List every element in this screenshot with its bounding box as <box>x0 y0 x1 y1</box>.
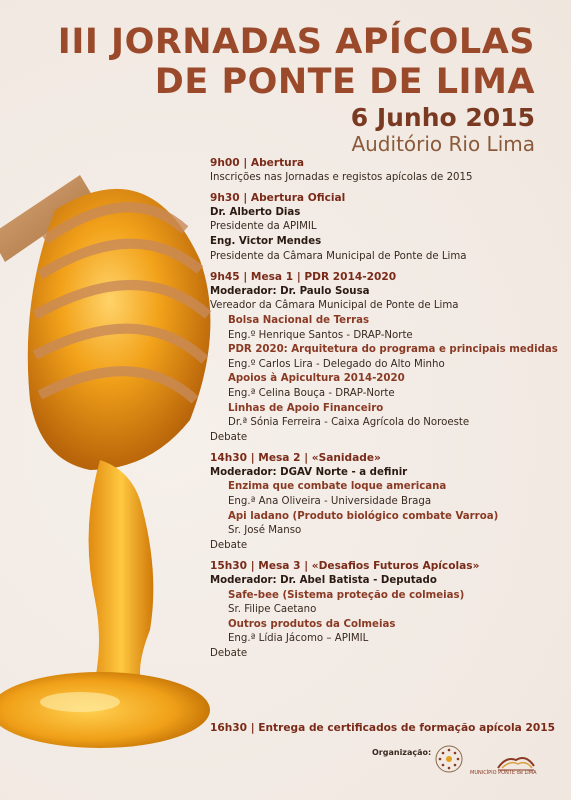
apimil-logo-icon <box>434 744 464 774</box>
session-official-opening <box>210 191 560 264</box>
talk <box>210 589 560 618</box>
talk-title: Bolsa Nacional de Terras <box>228 314 370 326</box>
talk <box>210 510 560 539</box>
talk <box>210 402 560 431</box>
event-date: 6 Junho 2015 <box>350 103 535 132</box>
talk-speaker: Eng.º Henrique Santos - DRAP-Norte <box>228 329 413 341</box>
session-mesa-1 <box>210 270 560 445</box>
talk-speaker: Eng.ª Lídia Jácomo – APIMIL <box>228 633 369 645</box>
talk-speaker: Eng.ª Ana Oliveira - Universidade Braga <box>228 496 432 508</box>
moderator-role: Vereador da Câmara Municipal de Ponte de Lima <box>210 300 459 312</box>
debate-label: Debate <box>210 648 248 659</box>
moderator: Moderador: Dr. Paulo Sousa <box>210 285 370 297</box>
session-mesa-2 <box>210 451 560 553</box>
talk-speaker: Sr. José Manso <box>228 525 302 537</box>
talk-title: Safe-bee (Sistema proteção de colmeias) <box>228 589 465 601</box>
program <box>210 156 560 668</box>
speaker-name: Eng. Victor Mendes <box>210 235 322 247</box>
session-heading: 9h00 | Abertura <box>210 157 305 169</box>
title-line-2: DE PONTE DE LIMA <box>154 62 535 102</box>
municipio-logo-label: MUNICÍPIO PONTE de LIMA <box>470 770 537 776</box>
session-heading: 15h30 | Mesa 3 | «Desafios Futuros Apícolas» <box>210 560 480 573</box>
speaker-role: Presidente da APIMIL <box>210 221 317 233</box>
session-text: Inscrições nas Jornadas e registos apícolas de 2015 <box>210 171 473 183</box>
moderator: Moderador: Dr. Abel Batista - Deputado <box>210 575 437 587</box>
talk-title: Apoios à Apicultura 2014-2020 <box>228 373 405 385</box>
talk-title: Enzima que combate loque americana <box>228 481 447 493</box>
talk-title: Api ladano (Produto biológico combate Varroa) <box>228 510 499 522</box>
speaker-name: Dr. Alberto Dias <box>210 206 301 218</box>
closing-session: 16h30 | Entrega de certificados de formação apícola 2015 <box>210 722 555 734</box>
talk-speaker: Eng.ª Celina Bouça - DRAP-Norte <box>228 387 395 399</box>
session-mesa-3 <box>210 559 560 661</box>
session-heading: 9h30 | Abertura Oficial <box>210 192 346 205</box>
talk-title: Linhas de Apoio Financeiro <box>228 402 384 414</box>
session-heading: 14h30 | Mesa 2 | «Sanidade» <box>210 452 381 465</box>
speaker-role: Presidente da Câmara Municipal de Ponte de Lima <box>210 250 467 262</box>
talk-title: PDR 2020: Arquitetura do programa e principais medidas <box>228 344 558 356</box>
moderator: Moderador: DGAV Norte - a definir <box>210 466 408 478</box>
talk <box>210 343 560 372</box>
talk <box>210 480 560 509</box>
session-heading: 9h45 | Mesa 1 | PDR 2014-2020 <box>210 271 397 284</box>
talk <box>210 372 560 401</box>
talk-speaker: Eng.º Carlos Lira - Delegado do Alto Minho <box>228 358 445 370</box>
talk-speaker: Dr.ª Sónia Ferreira - Caixa Agrícola do Noroeste <box>228 417 470 429</box>
title-line-1: III JORNADAS APÍCOLAS <box>57 22 535 62</box>
debate-label: Debate <box>210 539 248 551</box>
talk-speaker: Sr. Filipe Caetano <box>228 604 317 616</box>
talk <box>210 618 560 647</box>
organization-label: Organização: <box>372 748 432 757</box>
debate-label: Debate <box>210 431 248 443</box>
event-venue: Auditório Rio Lima <box>351 132 535 156</box>
session-opening <box>210 156 560 185</box>
talk <box>210 314 560 343</box>
talk-title: Outros produtos da Colmeias <box>228 618 396 630</box>
